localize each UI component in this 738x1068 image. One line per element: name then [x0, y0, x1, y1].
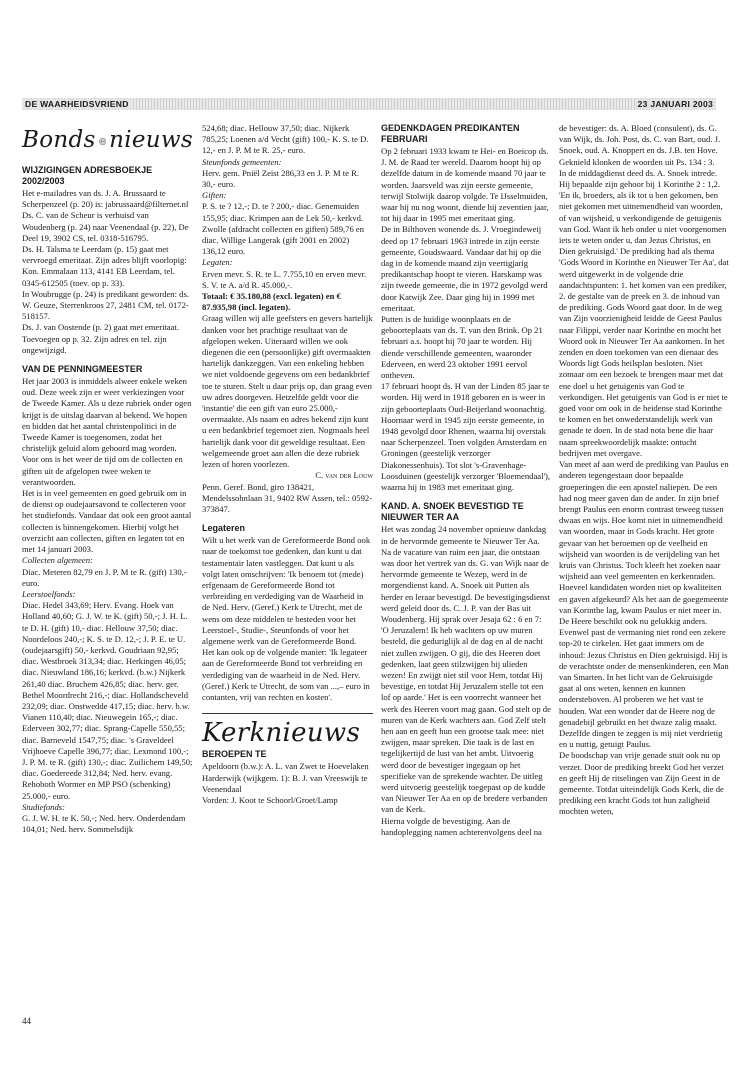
column-4: [559, 123, 729, 818]
paragraph: De boodschap van vrije genade stuit ook nu op verzet. Door de prediking breekt God het verzet en geeft Hij de ritselingen van Zijn Geest in de gemeente. Totdat uiteindelijk Gods Kerk, die de prediking een kracht Gods tot hun zaligheid mochten weten,: [559, 750, 724, 817]
paragraph: Wilt u het werk van de Gereformeerde Bond ook naar de toekomst toe gedenken, dan kunt u dat testamentair laten vastleggen. Dat kunt u als volgt laten omschrijven: 'Ik benoem tot (mede) erfgenaam de Gereformeerde Bond tot verbreiding en verdediging van de Waarheid in de Ned. Herv. (Geref.) Kerk te Utrecht, met de wens om deze middelen te besteden voor het Leerstoel-, Studie-, Steunfonds of voor het algemene werk van de Gereformeerde Bond.: [202, 535, 371, 646]
divider: [202, 713, 373, 714]
column-2: [202, 123, 373, 806]
paragraph: In de middagdienst deed ds. A. Snoek intrede. Hij bepaalde zijn gehoor bij 1 Korinthe 2 : 1,2. 'En ik, broeders, als ik tot u ben gekomen, ben niet gekomen met uitnemendheid van woorden, of van wijsheid, u verkondigende de getuigenis van God. Want ik heb onder u niet voorgenomen iets te weten onder u, dan Jezus Christus, en Dien gekruisigd.' De prediking had als thema 'Gods Woord in Korinthe en Nieuwer Ter Aa', dat werd uitgewerkt in de volgende drie aandachtspunten: 1. het komen van een prediker, 2. de gestalte van de preek en 3. de inhoud van de prediking. Gods Woord gaat door. In de weg van Zijn voorzienigheid leidde de Geest Paulus naar Filippi, verder naar Korinthe en mocht het Woord ook in Nieuwer Ter Aa aankomen. In het zenden en doen toekomen van een dienaar des Woords ligt Gods heilsplan besloten. Niet zomaar om een bezoek te brengen maar met dat ene doel u het getuigenis van God te verkondigen. Het getuigenis van God is er niet te goed voor om ook in de heidense stad Korinthe te komen en het onwederstandelijk werk van genade te doen. In de stad nota bene die haar naam spreekwoordelijk maakte: ontucht bedrijven met overgave.: [559, 167, 729, 458]
paragraph: Diac. Hedel 343,69; Herv. Evang. Hoek van Holland 40,60; G. J. W. te K. (gift) 50,-; J. H. L. te D. H. (gift) 10,- diac. Hellouw 37,50; diac. Noordeloos 240,-; K. S. te D. 12,-; J. P. E. te U. (oudejaarsgift) 50,- kerkvd. Goudriaan 92,95; diac. Westbroek 313,34; diac. Herkingen 46,05; diac. Nieuwland 186,16; kerkvd. (b.w.) Nijkerk 261,40 diac. Bruchem 426,85; diac. herv. ger. Bethel Moordrecht 216,-; diac. Hollandscheveld 232,09; diac. Onstwedde 417,15; diac. herv. b.w. Vianen 110,40; diac. Nieuwegein 165,-; diac. Ederveen 302,77; diac. Sprang-Capelle 550,55; diac. Barneveld 1547,75; diac. 's Graveldeel Vrijhoeve Capelle 396,77; diac. Lexmond 100,-; J. P. M. te R. (gift) 130,-; diac. Zuilichem 149,50; diac. Goedereede 312,84; Ned. herv. evang. Rehoboth Wormer en MP PSO (schenking) 25.000,- euro.: [22, 600, 193, 801]
page-number: 44: [22, 1016, 31, 1026]
label-giften: Giften:: [202, 190, 227, 201]
paragraph: Ds. J. van Oostende (p. 2) gaat met emeritaat. Toevoegen op p. 32. Zijn adres en tel. zijn ongewijzigd.: [22, 322, 180, 355]
logo-word-left: Bonds: [22, 127, 96, 154]
paragraph: Op 2 februari 1933 kwam te Hei- en Boeicop ds. J. M. de Raad ter wereld. Daarom hoopt hij op dezelfde datum in de komende maand 70 jaar te worden. Jaarsveld was zijn eerste gemeente, terwijl Stolwijk daarop volgde. Te IJsselmuiden, waar hij nu nog woont, diende hij zeventien jaar, tot hij daar in 1995 met emeritaat ging.: [381, 146, 549, 224]
paragraph: Vorden: J. Koot te Schoorl/Groet/Lamp: [202, 794, 338, 805]
paragraph: G. J. W. H. te K. 50,-; Ned. herv. Onderdendam 104,01; Ned. herv. Sommelsdijk: [22, 812, 186, 835]
heading-gedenkdagen: GEDENKDAGEN PREDIKANTEN FEBRUARI: [381, 123, 520, 144]
paragraph: Apeldoorn (b.w.): A. L. van Zwet te Hoevelaken: [202, 761, 369, 772]
paragraph: Het e-mailadres van ds. J. A. Brussaard te Scherpenzeel (p. 20) is: jabrussaard@filternet.nl: [22, 188, 189, 210]
paragraph: Van meet af aan werd de prediking van Paulus en anderen tegengestaan door bepaalde groeperingen die een apostel naliepen. De een had nog meer gaven dan de ander. In zijn brief brengt Paulus een enorm contrast teweeg tussen dwaas en wijs. Hoe komt niet in uitnemendheid van woorden, maar in Gods kracht. Het grote gevaar van het beroemen op de veelheid en wijsheid van woorden is de verijdeling van het kruis van Christus. Toch kleeft het zoeken naar wijsheid aan veel gemeenten en kerkenraden. Hoeveel kandidaten worden niet op kwaliteiten en gaven afgekeurd? Als het aan de goegemeente van Korinthe lag, kwam Paulus er niet meer in. De Heere beschikt ook nu gelukkig anders. Evenwel past de vermaning niet rond een zekere top-20 te cirkelen. Het gaat immers om de inhoud: Jezus Christus en Dien gekruisigd. Hij is de verachtste onder de mensenkinderen, een Man van Smarten. In het licht van de Gekruisigde gaat al ons weten, kennen en kunnen ondersteboven. Al proberen we het vast te houden. Wat een wonder dat de Heere nog de genadebijl gebruikt en het dwaze zalig maakt. Dezelfde dingen te zeggen is mij niet verdrietig en u nuttig, getuigt Paulus.: [559, 459, 729, 750]
paragraph: In Woubrugge (p. 24) is predikant geworden: ds. W. Geuze, Sterrenkroos 27, 2481 CM, tel. 0172-518157.: [22, 288, 189, 322]
paragraph: Graag willen wij alle geefsters en gevers hartelijk danken voor het prachtige resultaat van de afgelopen weken. Uiteraard willen we ook diegenen die een (persoonlijke) gift overmaakten hartelijk dankzeggen. Van een enkeling hebben we niet voldoende gegevens om een bedankbrief toe te sturen. Stelt u daar prijs op, dan graag even uw adres doorgeven. Hetzelfde geldt voor die 'instantie' die een gift van euro 25.000,- overmaakte. Als naam en adres bekend zijn kunt u een bedankbrief tegemoet zien. Nogmaals heel hartelijk dank voor dit geweldige resultaat. Een welgemeende groet aan allen die deze rubriek lezen of horen voorlezen.: [202, 313, 373, 470]
paragraph: de bevestiger: ds. A. Bloed (consulent), ds. G. van Wijk, ds. Joh. Post, ds. C. van Bart, oud. J. Snoek, oud. A. Knoppert en ds. J.B. ten Hove. Geknield klonken de woorden uit Ps. 134 : 3.: [559, 123, 721, 167]
paragraph: Het kan ook op de volgende manier: 'Ik legateer aan de Gereformeerde Bond tot verbreiding en verdediging van de waarheid in de Ned. Herv. (Geref.) Kerk te Utrecht, de som van ...,– euro in contanten, vrij van rechten en kosten'.: [202, 647, 370, 702]
bondsnieuws-logo: [22, 123, 193, 159]
label-steunfonds: Steunfonds gemeenten:: [202, 156, 282, 167]
heading-legateren: Legateren: [202, 523, 246, 534]
paragraph: P. S. te ? 12,-; D. te ? 200,- diac. Genemuiden 155,95; diac. Krimpen aan de Lek 50,- kerkvd. Zwolle (afdracht collecten en giften) 589,76 en diac. Willige Langerak (gift 2001 en 2002) 136,12 euro.: [202, 201, 365, 257]
column-3: [381, 123, 551, 838]
label-leerstoelfonds: Leerstoelfonds:: [22, 588, 76, 599]
paragraph: De in Bilthoven wonende ds. J. Vroegindeweij deed op 17 februari 1963 intrede in zijn eerste gemeente, Goudswaard. Vandaar dat hij op die dag in de komende maand zijn veertigjarig predikantschap hoopt te vieren. Harskamp was zijn tweede gemeente, die in 1972 gevolgd werd door Katwijk Zee. Daar ging hij in 1999 met emeritaat.: [381, 224, 548, 313]
publication-name: DE WAARHEIDSVRIEND: [22, 99, 132, 109]
issue-date: 23 JANUARI 2003: [635, 99, 716, 109]
paragraph: Ds. C. van de Scheur is verhuisd van Woudenberg (p. 24) naar Veenendaal (p. 22), De Deel 19, 3902 CS, tel. 0318-516795.: [22, 210, 189, 243]
signature: C. van der Louw: [315, 471, 373, 481]
bond-emblem-icon: [99, 131, 107, 152]
label-legaten: Legaten:: [202, 257, 233, 268]
totaal-line: Totaal: € 35.180,88 (excl. legaten) en € 87.935,98 (incl. legaten).: [202, 291, 341, 313]
running-header: [22, 98, 716, 110]
paragraph: Penn. Geref. Bond, giro 138421, Mendelssohnlaan 31, 9402 RW Assen, tel.: 0592-373847.: [202, 481, 373, 514]
paragraph: Ds. H. Talsma te Leerdam (p. 15) gaat met vervroegd emeritaat. Zijn adres blijft voorlopig: Kon. Emmalaan 113, 4141 EB Leerdam, tel. 0345-612505 (toev. op p. 33).: [22, 244, 187, 288]
paragraph: Harderwijk (wijkgem. 1): B. J. van Vreeswijk te Veenendaal: [202, 772, 368, 794]
heading-adresboekje: WIJZIGINGEN ADRESBOEKJE 2002/2003: [22, 165, 153, 186]
kerknieuws-title: Kerknieuws: [202, 718, 361, 749]
paragraph: Putten is de huidige woonplaats en de geboorteplaats van ds. T. van den Brink. Op 21 februari a.s. hoopt hij 70 jaar te worden. Hij diende verschillende gemeenten, waaronder Ederveen, en werd 23 oktober 1991 eervol ontheven.: [381, 314, 543, 381]
paragraph: Het is in veel gemeenten en goed gebruik om in de dienst op oudejaarsavond te collecteren voor het studiefonds. Vandaar dat ook een groot aantal collecten is binnengekomen. Hierbij volgt het overzicht aan collecten, giften en legaten tot en met 14 januari 2003.: [22, 488, 192, 555]
heading-penningmeester: VAN DE PENNINGMEESTER: [22, 364, 143, 375]
paragraph: Het jaar 2003 is inmiddels alweer enkele weken oud. Deze week zijn er weer verkiezingen voor de Tweede Kamer. Als u deze rubriek onder ogen krijgt is de uitslag daarvan al bekend. We hopen en bidden dat het aantal christenpolitici in de Tweede Kamer is toegenomen, zodat het christelijk geluid alom gehoord mag worden. Voor ons is het weer de tijd om de collecten en giften uit de afgelopen twee weken te verantwoorden.: [22, 376, 192, 487]
heading-beroepen: BEROEPEN TE: [202, 749, 267, 760]
paragraph: 17 februari hoopt ds. H van der Linden 85 jaar te worden. Hij werd in 1918 geboren en is weer in zijn geboorteplaats Oud-Beijerland woonachtig. Hoornaar werd in 1945 zijn eerste gemeente, in 1948 gevolgd door Rhenen, waarna hij overstak naar Scherpenzeel. Toen volgden Amsterdam en Groningen (geestelijk verzorger Diakonessenhuis). Tot slot 's-Gravenhage-Loosduinen (geestelijk verzorger 'Bloemendaal'), waarna hij in 1983 met emeritaat ging.: [381, 381, 551, 493]
paragraph: Het was zondag 24 november opnieuw dankdag in de hervormde gemeente te Nieuwer Ter Aa. Na de vacature van ruim een jaar, die ontstaan was door het vertrek van ds. G. van Wijk naar de hervormde gemeente te Wezep, werd in de morgendienst kand. A. Snoek uit Putten als herder en leraar bevestigd. De bevestigingsdienst werd geleid door ds. C. J. P. van der Bas uit Woudenberg. Hij sprak over Jesaja 62 : 6 en 7: 'O Jeruzalem! Ik heb wachters op uw muren besteld, die geduriglijk al de dag en al de nacht niet zullen zwijgen. O gij, die des Heeren doet gedenken, laat geen stilzwijgen bij ulieden wezen! En zwijgt niet stil voor Hem, totdat Hij bevestige, en totdat Hij Jeruzalem stelle tot een lof op aarde.' Het is een voorrecht wanneer het werk des Heeren voort mag gaan. God stelt op de muren van de Kerk wachters aan. God Zelf stelt hen aan en geeft hun een grootse taak mee: niet zwijgen, maar spreken. Die taak is de last en tegelijkertijd de lust van het ambt. Uitvoerig werd door de bevestiger ingegaan op het specifieke van de sprekende wachter. De uitleg werd uitvoerig geestelijk toegepast op de kudde van Nieuwer Ter Aa en op de bredere verbanden van de Kerk.: [381, 524, 551, 815]
paragraph: Erven mevr. S. R. te L. 7.755,10 en erven mevr. S. V. te A. a/d R. 45.000,-.: [202, 268, 367, 290]
paragraph: 524,68; diac. Hellouw 37,50; diac. Nijkerk 785,25; Loenen a/d Vecht (gift) 100,- K. S. te D. 12,- en J. P. M te R. 25,- euro.: [202, 123, 369, 156]
heading-kand-snoek: KAND. A. SNOEK BEVESTIGD TE NIEUWER TER AA: [381, 501, 524, 523]
logo-word-right: nieuws: [109, 127, 193, 154]
label-collecten: Collecten algemeen:: [22, 555, 93, 566]
paragraph: Herv. gem. Pniël Zeist 286,33 en J. P. M te R. 30,- euro.: [202, 167, 359, 190]
column-1: [22, 123, 193, 835]
paragraph: Hierna volgde de bevestiging. Aan de handoplegging namen achterenvolgens deel na: [381, 815, 542, 837]
label-studiefonds: Studiefonds:: [22, 801, 65, 812]
paragraph: Diac. Meteren 82,79 en J. P. M te R. (gift) 130,- euro.: [22, 566, 187, 588]
